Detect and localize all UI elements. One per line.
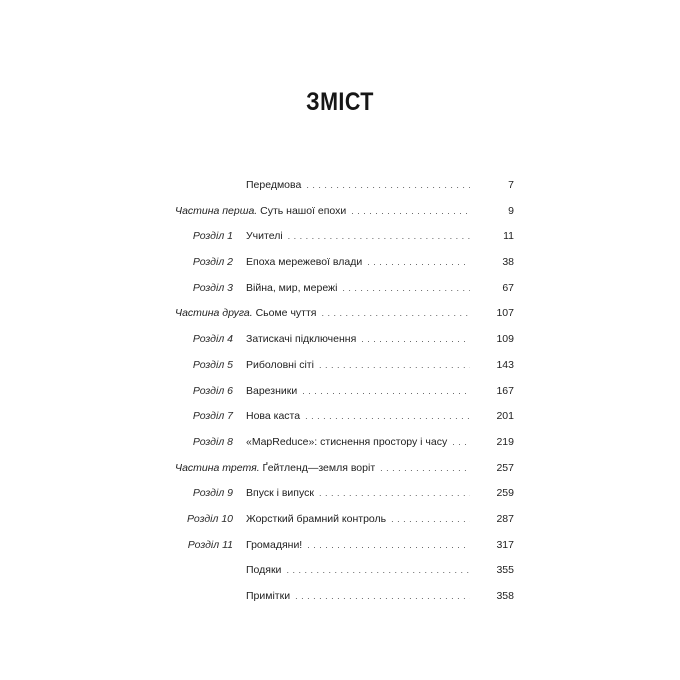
- dot-leader: [342, 276, 470, 302]
- dot-leader: [361, 327, 470, 353]
- dot-leader: [452, 430, 470, 456]
- toc-entry[interactable]: [0, 404, 680, 430]
- toc-entry-page: 201: [496, 410, 514, 423]
- dot-leader: [391, 507, 470, 533]
- dot-leader: [319, 481, 470, 507]
- dot-leader: [302, 379, 470, 405]
- toc-entry[interactable]: [0, 250, 680, 276]
- part-label: Частина друга.: [175, 307, 253, 320]
- toc-entry-title: Риболовні сіті: [246, 358, 314, 371]
- toc-entry-page: 355: [496, 564, 514, 577]
- toc-entry-page: 317: [496, 538, 514, 551]
- table-of-contents: [0, 173, 680, 610]
- toc-entry-page: 259: [496, 487, 514, 500]
- chapter-label: Розділ 10: [186, 512, 233, 525]
- chapter-label: Розділ 2: [192, 256, 233, 269]
- toc-entry-title: Затискачі підключення: [246, 333, 357, 346]
- toc-entry-title: Впуск і випуск: [246, 487, 314, 500]
- toc-entry[interactable]: [0, 379, 680, 405]
- toc-entry[interactable]: [0, 353, 680, 379]
- toc-entry-title: Частина перша. Суть нашої епохи: [175, 204, 347, 217]
- chapter-label: Розділ 11: [187, 538, 233, 551]
- dot-leader: [367, 250, 470, 276]
- toc-entry-page: 287: [496, 512, 514, 525]
- toc-entry-title: Жорсткий брамний контроль: [246, 512, 387, 525]
- chapter-label: Розділ 7: [192, 410, 233, 423]
- toc-entry[interactable]: [0, 327, 680, 353]
- dot-leader: [305, 404, 470, 430]
- toc-part-entry[interactable]: [0, 301, 680, 327]
- chapter-label: Розділ 6: [192, 384, 233, 397]
- toc-entry[interactable]: [0, 558, 680, 584]
- toc-entry-page: 358: [496, 590, 514, 602]
- toc-entry[interactable]: [0, 507, 680, 533]
- dot-leader: [307, 533, 470, 559]
- chapter-label: Розділ 5: [192, 358, 233, 371]
- toc-entry-title: Частина друга. Сьоме чуття: [175, 307, 317, 320]
- toc-entry-page: 107: [496, 307, 514, 320]
- toc-entry-page: 11: [503, 230, 514, 243]
- dot-leader: [319, 353, 470, 379]
- chapter-label: Розділ 9: [192, 487, 233, 500]
- toc-entry[interactable]: [0, 584, 680, 610]
- toc-entry-title: Подяки: [246, 564, 282, 577]
- toc-entry-title: Війна, мир, мережі: [246, 281, 338, 294]
- toc-part-entry[interactable]: [0, 199, 680, 225]
- toc-entry-page: 38: [502, 256, 514, 269]
- toc-entry[interactable]: [0, 430, 680, 456]
- toc-entry-title: Учителі: [246, 230, 283, 243]
- toc-entry-title: Громадяни!: [246, 538, 303, 551]
- chapter-label: Розділ 3: [192, 281, 233, 294]
- dot-leader: [306, 173, 470, 199]
- toc-entry-page: 257: [496, 461, 514, 474]
- toc-entry-title: Епоха мережевої влади: [246, 256, 363, 269]
- toc-entry[interactable]: [0, 276, 680, 302]
- part-label: Частина перша.: [175, 204, 258, 217]
- toc-entry-page: 109: [496, 333, 514, 346]
- toc-entry-title: Варезники: [246, 384, 298, 397]
- part-label: Частина третя.: [175, 461, 260, 474]
- toc-entry-title: Примітки: [246, 590, 291, 602]
- dot-leader: [380, 456, 470, 482]
- toc-entry[interactable]: [0, 224, 680, 250]
- toc-entry[interactable]: [0, 173, 680, 199]
- toc-entry-title: Частина третя. Ґейтленд—земля воріт: [175, 461, 376, 474]
- dot-leader: [321, 301, 470, 327]
- page-title: ЗМІСТ: [306, 88, 374, 116]
- toc-entry-page: 219: [496, 435, 514, 448]
- toc-entry-page: 143: [496, 358, 514, 371]
- chapter-label: Розділ 1: [192, 230, 233, 243]
- toc-entry-title: Передмова: [246, 179, 302, 191]
- toc-entry-page: 9: [508, 204, 514, 217]
- dot-leader: [286, 558, 470, 584]
- toc-entry[interactable]: [0, 533, 680, 559]
- toc-entry-page: 67: [502, 281, 514, 294]
- toc-entry-page: 7: [508, 179, 514, 191]
- toc-part-entry[interactable]: [0, 456, 680, 482]
- dot-leader: [288, 224, 470, 250]
- toc-entry-page: 167: [496, 384, 514, 397]
- dot-leader: [295, 584, 470, 610]
- chapter-label: Розділ 8: [192, 435, 233, 448]
- dot-leader: [351, 199, 470, 225]
- chapter-label: Розділ 4: [192, 333, 233, 346]
- toc-entry[interactable]: [0, 481, 680, 507]
- toc-entry-title: «MapReduce»: стиснення простору і часу: [246, 435, 448, 448]
- toc-entry-title: Нова каста: [246, 410, 301, 423]
